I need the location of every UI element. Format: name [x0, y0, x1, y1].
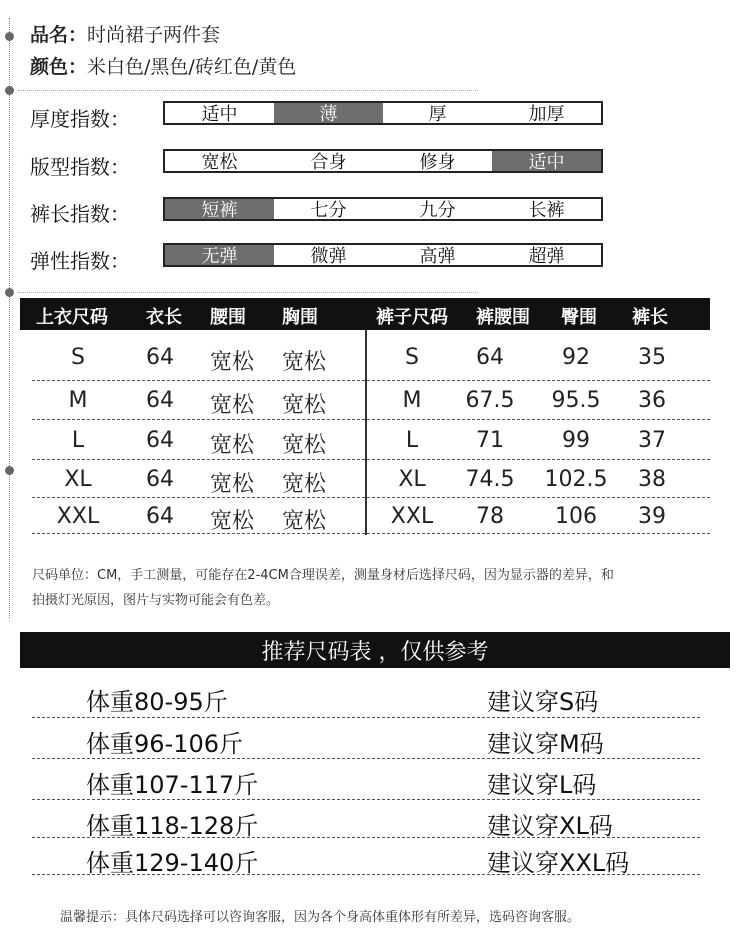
table-row-separator: [32, 380, 710, 381]
table-cell: 71: [476, 428, 504, 453]
table-row-separator: [32, 533, 710, 534]
table-cell: 39: [638, 504, 666, 529]
index-option: 宽松: [165, 151, 274, 171]
table-divider: [365, 330, 367, 535]
suggested-size: 建议穿M码: [487, 730, 604, 758]
column-header: 裤腰围: [476, 307, 530, 328]
table-cell: M: [402, 388, 422, 413]
index-option: 短裤: [165, 199, 274, 219]
thickness-index-label: 厚度指数：: [30, 107, 130, 131]
table-cell: 宽松: [209, 433, 255, 458]
weight-range: 体重129-140斤: [86, 849, 259, 877]
index-option: 适中: [165, 103, 274, 123]
index-option: 九分: [383, 199, 492, 219]
index-option: 适中: [492, 151, 601, 171]
fit-index-label: 版型指数：: [30, 155, 130, 179]
table-cell: 74.5: [465, 467, 515, 492]
column-header: 衣长: [146, 307, 182, 328]
recommend-header: [20, 632, 730, 668]
recommend-title: 推荐尺码表 ，仅供参考: [261, 639, 489, 665]
thickness-index-bar: [163, 101, 603, 125]
table-cell: 宽松: [209, 393, 255, 418]
table-cell: 64: [146, 388, 174, 413]
table-cell: 95.5: [551, 388, 601, 413]
table-cell: 宽松: [281, 433, 327, 458]
index-option: 微弹: [274, 245, 383, 265]
table-cell: 宽松: [209, 472, 255, 497]
pant-length-index-label: 裤长指数：: [30, 202, 130, 226]
column-header: 上衣尺码: [36, 307, 108, 328]
table-cell: 36: [638, 388, 666, 413]
table-cell: S: [405, 345, 419, 370]
suggested-size: 建议穿XXL码: [487, 849, 630, 877]
product-color-label: 颜色：: [30, 56, 88, 78]
table-cell: 99: [562, 428, 590, 453]
weight-range: 体重80-95斤: [86, 688, 228, 716]
warm-tip: 温馨提示：具体尺码选择可以咨询客服，因为各个身高体重体形有所差异，选码咨询客服。: [60, 910, 581, 925]
product-name-value: 时尚裙子两件套: [87, 24, 221, 46]
table-cell: 35: [638, 345, 666, 370]
size-table-header: [20, 298, 710, 330]
product-name-line: [30, 20, 220, 47]
bullet-dot-icon: [5, 32, 14, 41]
table-cell: 宽松: [281, 393, 327, 418]
dotted-guide-line: [9, 18, 10, 618]
table-cell: L: [71, 428, 85, 453]
table-cell: 37: [638, 428, 666, 453]
table-cell: 92: [562, 345, 590, 370]
bullet-dot-icon: [5, 86, 14, 95]
index-option: 薄: [274, 103, 383, 123]
product-name-label: 品名：: [30, 24, 88, 46]
recommend-row-separator: [32, 717, 700, 718]
recommend-row-separator: [32, 874, 700, 875]
suggested-size: 建议穿XL码: [487, 812, 613, 840]
table-cell: XL: [398, 467, 426, 492]
recommend-row-separator: [32, 799, 700, 800]
table-cell: 宽松: [281, 350, 327, 375]
index-option: 长裤: [492, 199, 601, 219]
table-cell: XXL: [390, 504, 434, 529]
table-cell: 38: [638, 467, 666, 492]
table-cell: XL: [64, 467, 92, 492]
pant-length-index-bar: [163, 197, 603, 221]
column-header: 裤子尺码: [376, 307, 448, 328]
elasticity-index-bar: [163, 243, 603, 267]
table-cell: S: [71, 345, 85, 370]
table-cell: 宽松: [281, 472, 327, 497]
fit-index-bar: [163, 149, 603, 173]
index-option: 七分: [274, 199, 383, 219]
table-cell: 106: [555, 504, 597, 529]
table-cell: XXL: [56, 504, 100, 529]
dotted-separator: [18, 90, 478, 91]
table-cell: 67.5: [465, 388, 515, 413]
table-row-separator: [32, 497, 710, 498]
index-option: 加厚: [492, 103, 601, 123]
table-cell: 宽松: [281, 509, 327, 534]
table-cell: L: [405, 428, 419, 453]
table-cell: 64: [146, 467, 174, 492]
table-cell: M: [68, 388, 88, 413]
table-cell: 64: [476, 345, 504, 370]
weight-range: 体重118-128斤: [86, 812, 259, 840]
index-option: 合身: [274, 151, 383, 171]
table-row-separator: [32, 419, 710, 420]
product-color-line: [30, 52, 296, 79]
table-cell: 64: [146, 504, 174, 529]
weight-range: 体重107-117斤: [86, 771, 259, 799]
index-option: 修身: [383, 151, 492, 171]
index-option: 无弹: [165, 245, 274, 265]
index-option: 高弹: [383, 245, 492, 265]
bullet-dot-icon: [5, 466, 14, 475]
recommend-row-separator: [32, 837, 700, 838]
suggested-size: 建议穿S码: [487, 688, 599, 716]
index-option: 超弹: [492, 245, 601, 265]
suggested-size: 建议穿L码: [487, 771, 597, 799]
recommend-row-separator: [32, 758, 700, 759]
column-header: 臀围: [561, 307, 597, 328]
product-color-value: 米白色/黑色/砖红色/黄色: [87, 56, 297, 78]
column-header: 腰围: [210, 307, 246, 328]
column-header: 胸围: [282, 307, 318, 328]
table-cell: 64: [146, 345, 174, 370]
weight-range: 体重96-106斤: [86, 730, 244, 758]
column-header: 裤长: [632, 307, 668, 328]
measurement-note-line1: 尺码单位：CM，手工测量，可能存在2-4CM合理误差，测量身材后选择尺码，因为显示器的差异，和: [32, 568, 614, 583]
table-cell: 宽松: [209, 509, 255, 534]
dotted-separator: [18, 292, 478, 293]
elasticity-index-label: 弹性指数：: [30, 249, 130, 273]
table-cell: 78: [476, 504, 504, 529]
table-cell: 64: [146, 428, 174, 453]
bullet-dot-icon: [5, 288, 14, 297]
table-row-separator: [32, 459, 710, 460]
index-option: 厚: [383, 103, 492, 123]
measurement-note-line2: 拍摄灯光原因，图片与实物可能会有色差。: [32, 593, 280, 608]
table-cell: 宽松: [209, 350, 255, 375]
table-cell: 102.5: [544, 467, 608, 492]
